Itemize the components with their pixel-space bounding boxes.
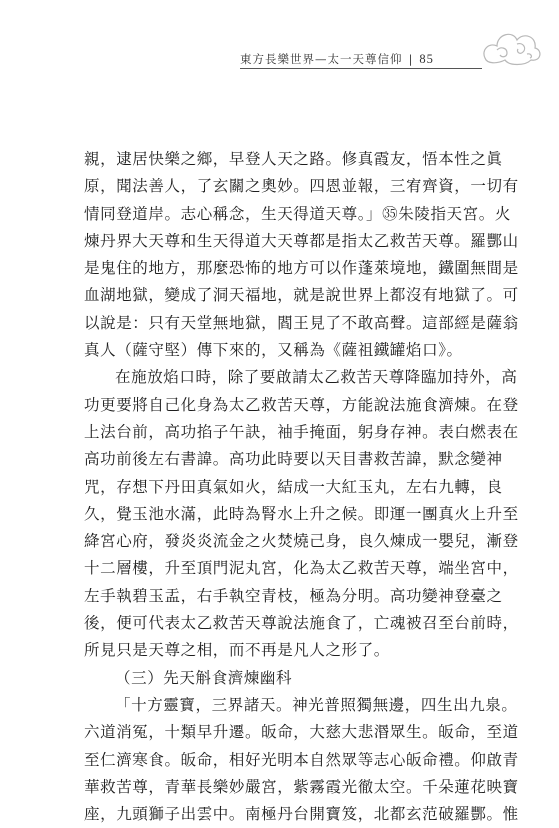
text-line: 煉丹界大天尊和生天得道大天尊都是指太乙救苦天尊。羅酆山 bbox=[84, 231, 519, 250]
text-line: 以說是：只有天堂無地獄，閻王見了不敢高聲。這部經是薩翁 bbox=[84, 313, 519, 332]
text-line: 絳宮心府，發炎炎流金之火焚燒己身，良久煉成一嬰兒，漸登 bbox=[84, 532, 519, 551]
text-line: 高功前後左右書諱。高功此時要以天目書救苦諱，默念變神 bbox=[84, 450, 503, 469]
text-line: 功更要將自己化身為太乙救苦天尊，方能說法施食濟煉。在登 bbox=[84, 395, 519, 414]
text-line: 至仁濟寒食。皈命，相好光明本自然眾等志心皈命禮。仰啟青 bbox=[84, 750, 519, 769]
running-header-title: 東方長樂世界—太一天尊信仰 bbox=[240, 52, 403, 66]
body-text bbox=[84, 146, 520, 828]
text-line: 久，覺玉池水滿，此時為腎水上升之候。即運一團真火上升至 bbox=[84, 504, 519, 523]
section-heading: （三）先天斛食濟煉幽科 bbox=[115, 668, 293, 687]
running-header bbox=[240, 51, 490, 67]
text-line: 所見只是天尊之相，而不再是凡人之形了。 bbox=[84, 641, 390, 660]
text-line: 座，九頭獅子出雲中。南極丹台開寶笈，北都玄范破羅酆。惟 bbox=[84, 805, 519, 824]
text-line: 十二層樓，升至頂門泥丸宮，化為太乙救苦天尊，端坐宮中， bbox=[84, 559, 519, 578]
text-line: 親，逮居快樂之鄉，早登人天之路。修真霞友，悟本性之眞 bbox=[84, 150, 503, 168]
text-line: 六道消冤，十類早升遷。皈命，大慈大悲湣眾生。皈命，至道 bbox=[84, 723, 519, 742]
text-line: 血湖地獄，變成了洞天福地，就是說世界上都沒有地獄了。可 bbox=[84, 286, 519, 305]
text-line: 華救苦尊，青華長樂妙嚴宮，紫霧霞光徹太空。千朵蓮花映寶 bbox=[84, 777, 519, 796]
text-line: 左手執碧玉盂，右手執空青枝，極為分明。高功變神登臺之 bbox=[84, 586, 503, 605]
header-rule bbox=[240, 68, 482, 69]
text-line: 咒，存想下丹田真氣如火，結成一大紅玉丸，左右九轉，良 bbox=[84, 477, 503, 496]
text-line: 情同登道岸。志心稱念，生天得道天尊。」㉟朱陵指天宮。火 bbox=[84, 204, 511, 223]
text-line: 上法台前，高功掐子午訣，袖手掩面，躬身存神。表白燃表在 bbox=[84, 422, 519, 441]
header-separator: | bbox=[408, 52, 414, 66]
text-line: 後，便可代表太乙救苦天尊說法施食了，亡魂被召至台前時， bbox=[84, 614, 519, 633]
text-line: 真人（薩守堅）傳下來的，又稱為《薩祖鐵罐焰口》。 bbox=[84, 341, 463, 360]
text-line: 是鬼住的地方，那麼恐怖的地方可以作蓬萊境地，鐵圍無間是 bbox=[84, 259, 519, 278]
paragraph-first-line: 「十方靈寶，三界諸天。神光普照獨無邊，四生出九泉。 bbox=[115, 695, 518, 714]
text-line: 原，聞法善人，了玄關之奧妙。四恩並報，三宥齊資，一切有 bbox=[84, 177, 519, 196]
page-number: 85 bbox=[419, 52, 434, 66]
paragraph-first-line: 在施放焰口時，除了要啟請太乙救苦天尊降臨加持外，高 bbox=[115, 368, 518, 387]
